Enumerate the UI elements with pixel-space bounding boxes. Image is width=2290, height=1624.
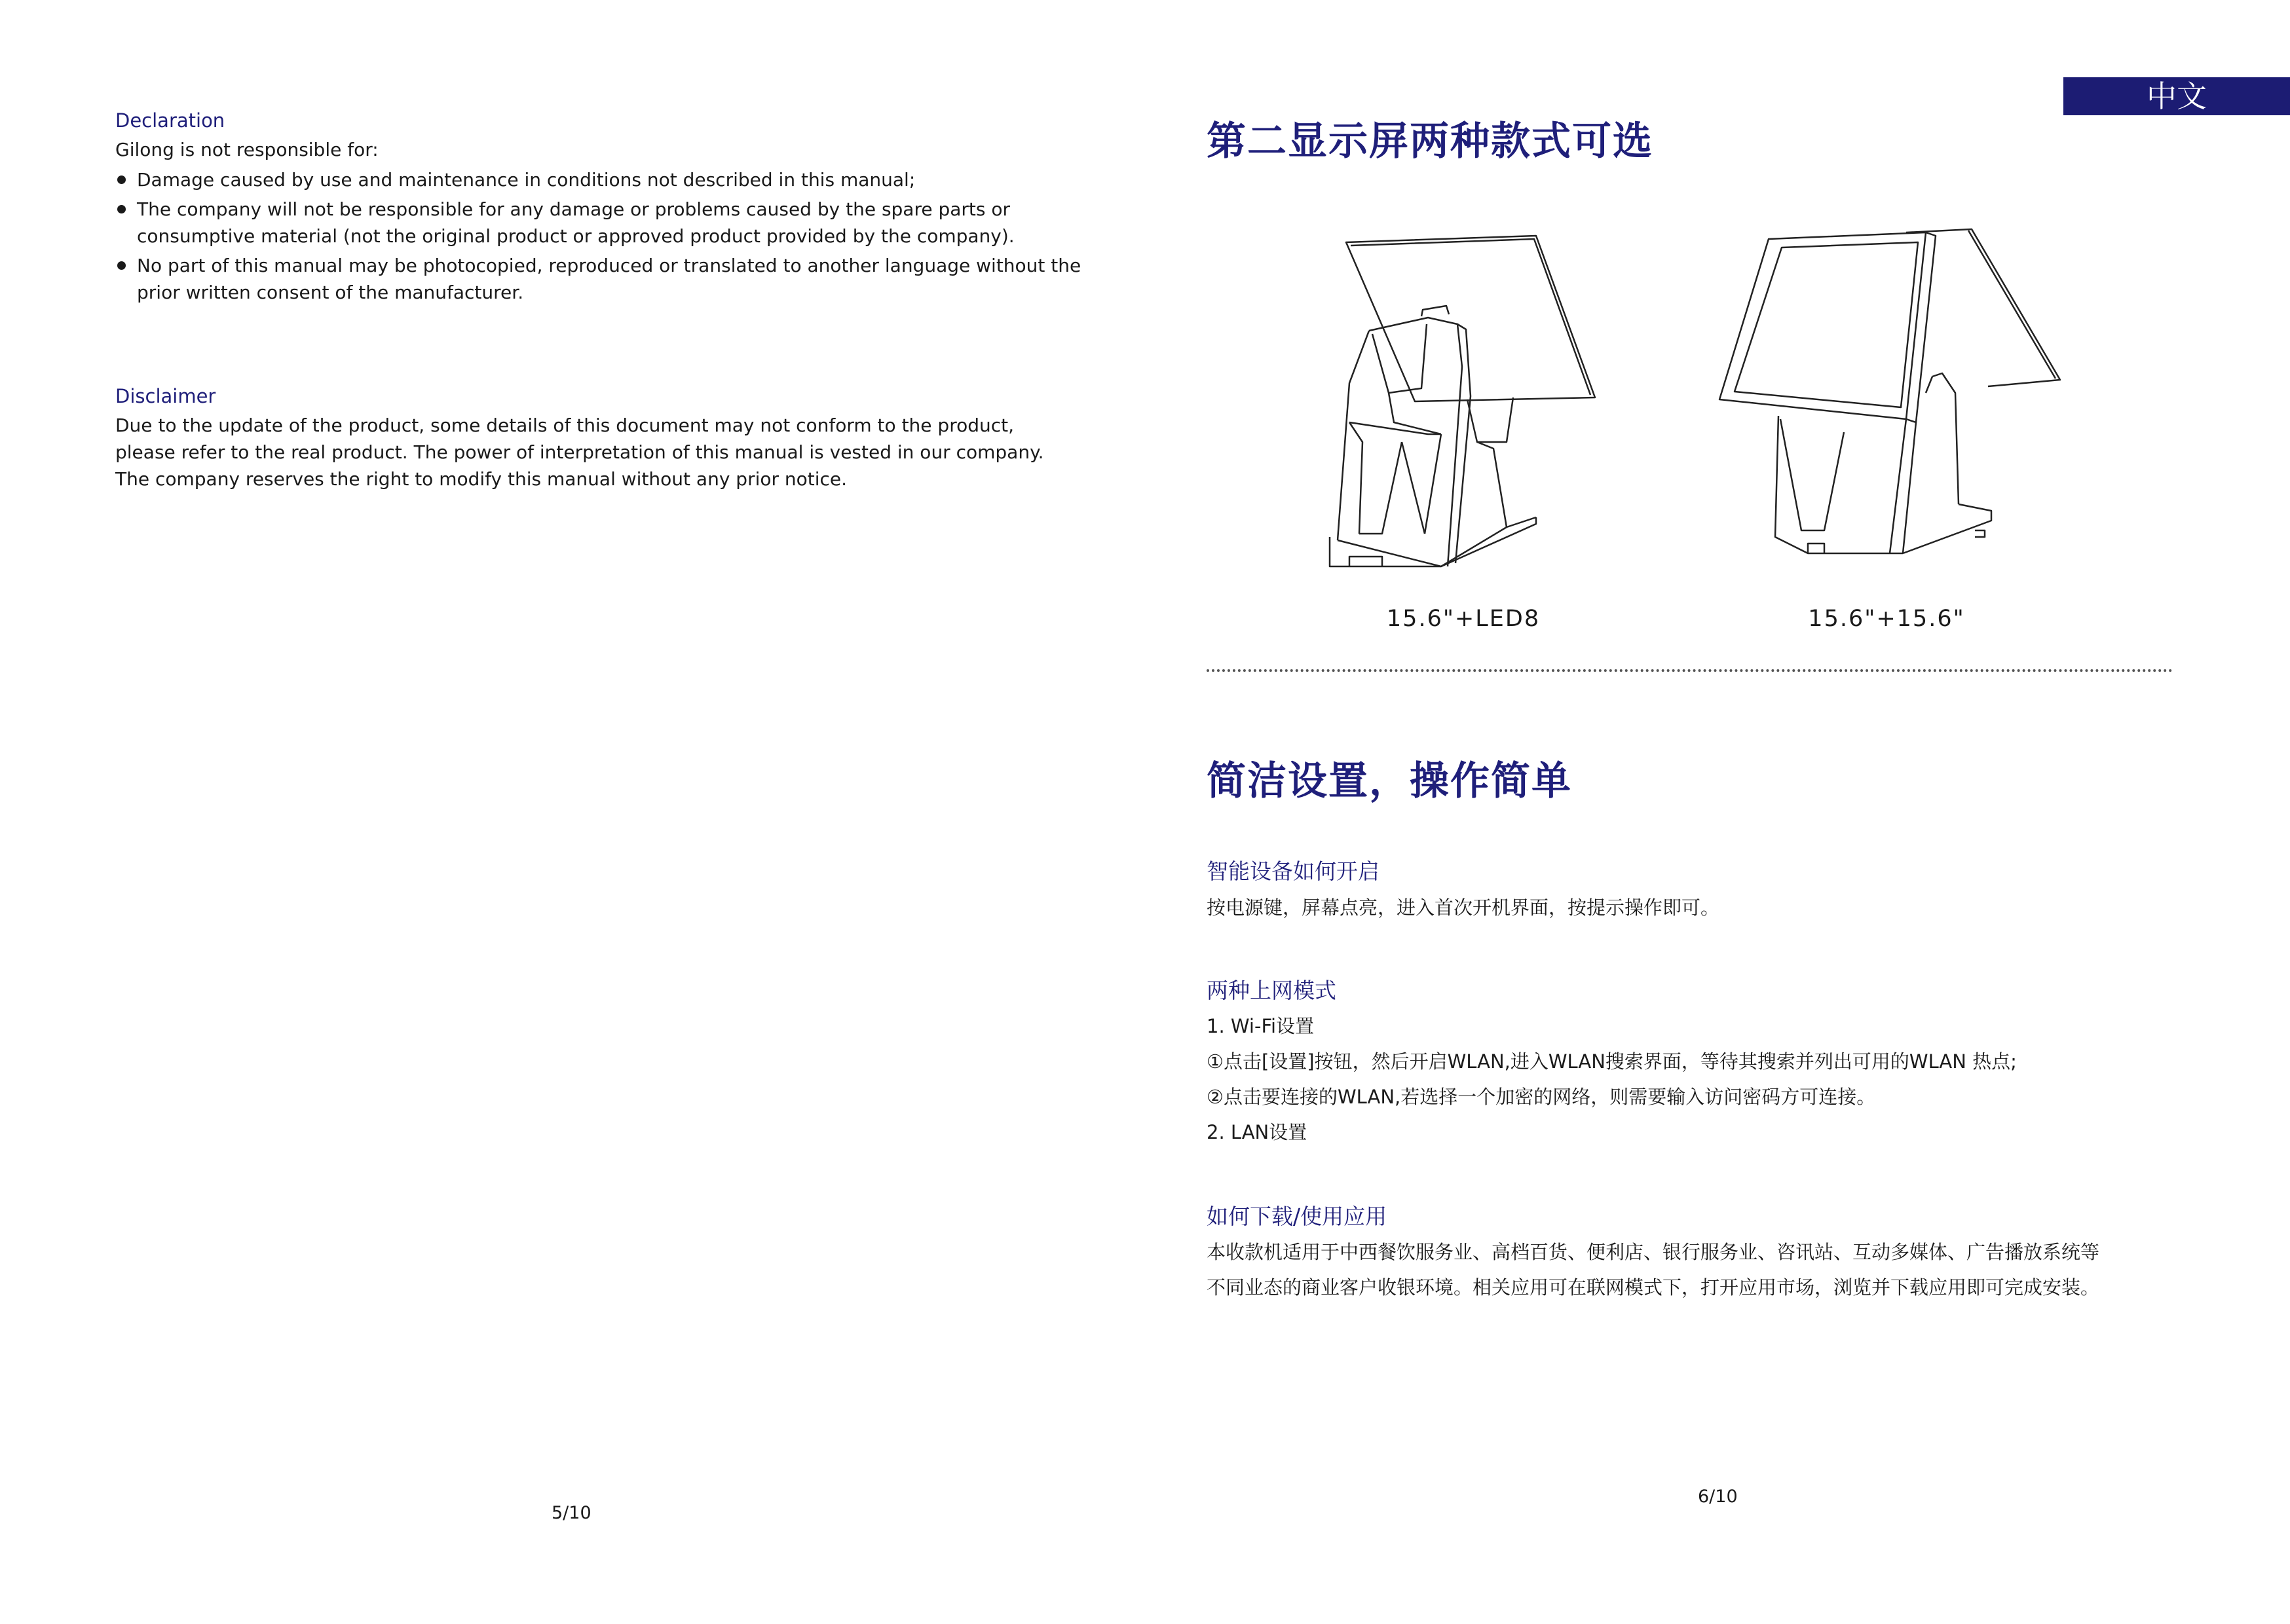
disclaimer-body <box>115 412 1163 492</box>
power-on-text: 按电源键，屏幕点亮，进入首次开机界面，按提示操作即可。 <box>1207 896 1720 919</box>
network-line: ①点击[设置]按钮，然后开启WLAN,进入WLAN搜索界面，等待其搜索并列出可用的WLAN 热点; <box>1207 1050 2017 1073</box>
apps-body <box>1207 1234 2228 1305</box>
apps-title: 如何下载/使用应用 <box>1207 1204 1387 1229</box>
declaration-intro: Gilong is not responsible for: <box>115 139 379 160</box>
apps-line: 不同业态的商业客户收银环境。相关应用可在联网模式下，打开应用市场，浏览并下载应用即可完成安装。 <box>1207 1276 2100 1299</box>
language-tab: 中文 <box>2063 77 2290 115</box>
product-caption-1: 15.6"+LED8 <box>1386 606 1541 632</box>
declaration-bullet: The company will not be responsible for any damage or problems caused by the spare parts or consumptive material (not the original product or approved product provided by the company). <box>115 196 1041 249</box>
disclaimer-line: please refer to the real product. The power of interpretation of this manual is vested in our company. <box>115 441 1044 463</box>
apps-line: 本收款机适用于中西餐饮服务业、高档百货、便利店、银行服务业、咨讯站、互动多媒体、广告播放系统等 <box>1207 1241 2100 1263</box>
declaration-bullet: Damage caused by use and maintenance in conditions not described in this manual; <box>115 166 1098 193</box>
disclaimer-line: The company reserves the right to modify this manual without any prior notice. <box>115 468 848 490</box>
declaration-list <box>115 166 1098 306</box>
power-on-title: 智能设备如何开启 <box>1207 858 1380 884</box>
pos-terminal-led8-illustration <box>1310 226 1611 580</box>
network-line: 2. LAN设置 <box>1207 1121 1307 1143</box>
section1-heading: 第二显示屏两种款式可选 <box>1207 119 1653 164</box>
network-body <box>1207 1008 2189 1150</box>
page-number-left: 5/10 <box>552 1503 591 1523</box>
network-title: 两种上网模式 <box>1207 978 1336 1003</box>
declaration-bullet: No part of this manual may be photocopied, reproduced or translated to another language without the prior written consent of the manufacturer. <box>115 252 1106 306</box>
page-number-right: 6/10 <box>1698 1486 1738 1507</box>
product-caption-2: 15.6"+15.6" <box>1808 606 1965 632</box>
declaration-title: Declaration <box>115 109 225 132</box>
section2-heading: 简洁设置，操作简单 <box>1207 758 1572 804</box>
pos-terminal-dual-screen-illustration <box>1710 223 2076 576</box>
section-divider <box>1207 669 2173 672</box>
network-line: ②点击要连接的WLAN,若选择一个加密的网络，则需要输入访问密码方可连接。 <box>1207 1086 1876 1108</box>
disclaimer-title: Disclaimer <box>115 385 216 407</box>
network-line: 1. Wi-Fi设置 <box>1207 1015 1315 1037</box>
disclaimer-line: Due to the update of the product, some details of this document may not conform to the product, <box>115 415 1015 436</box>
